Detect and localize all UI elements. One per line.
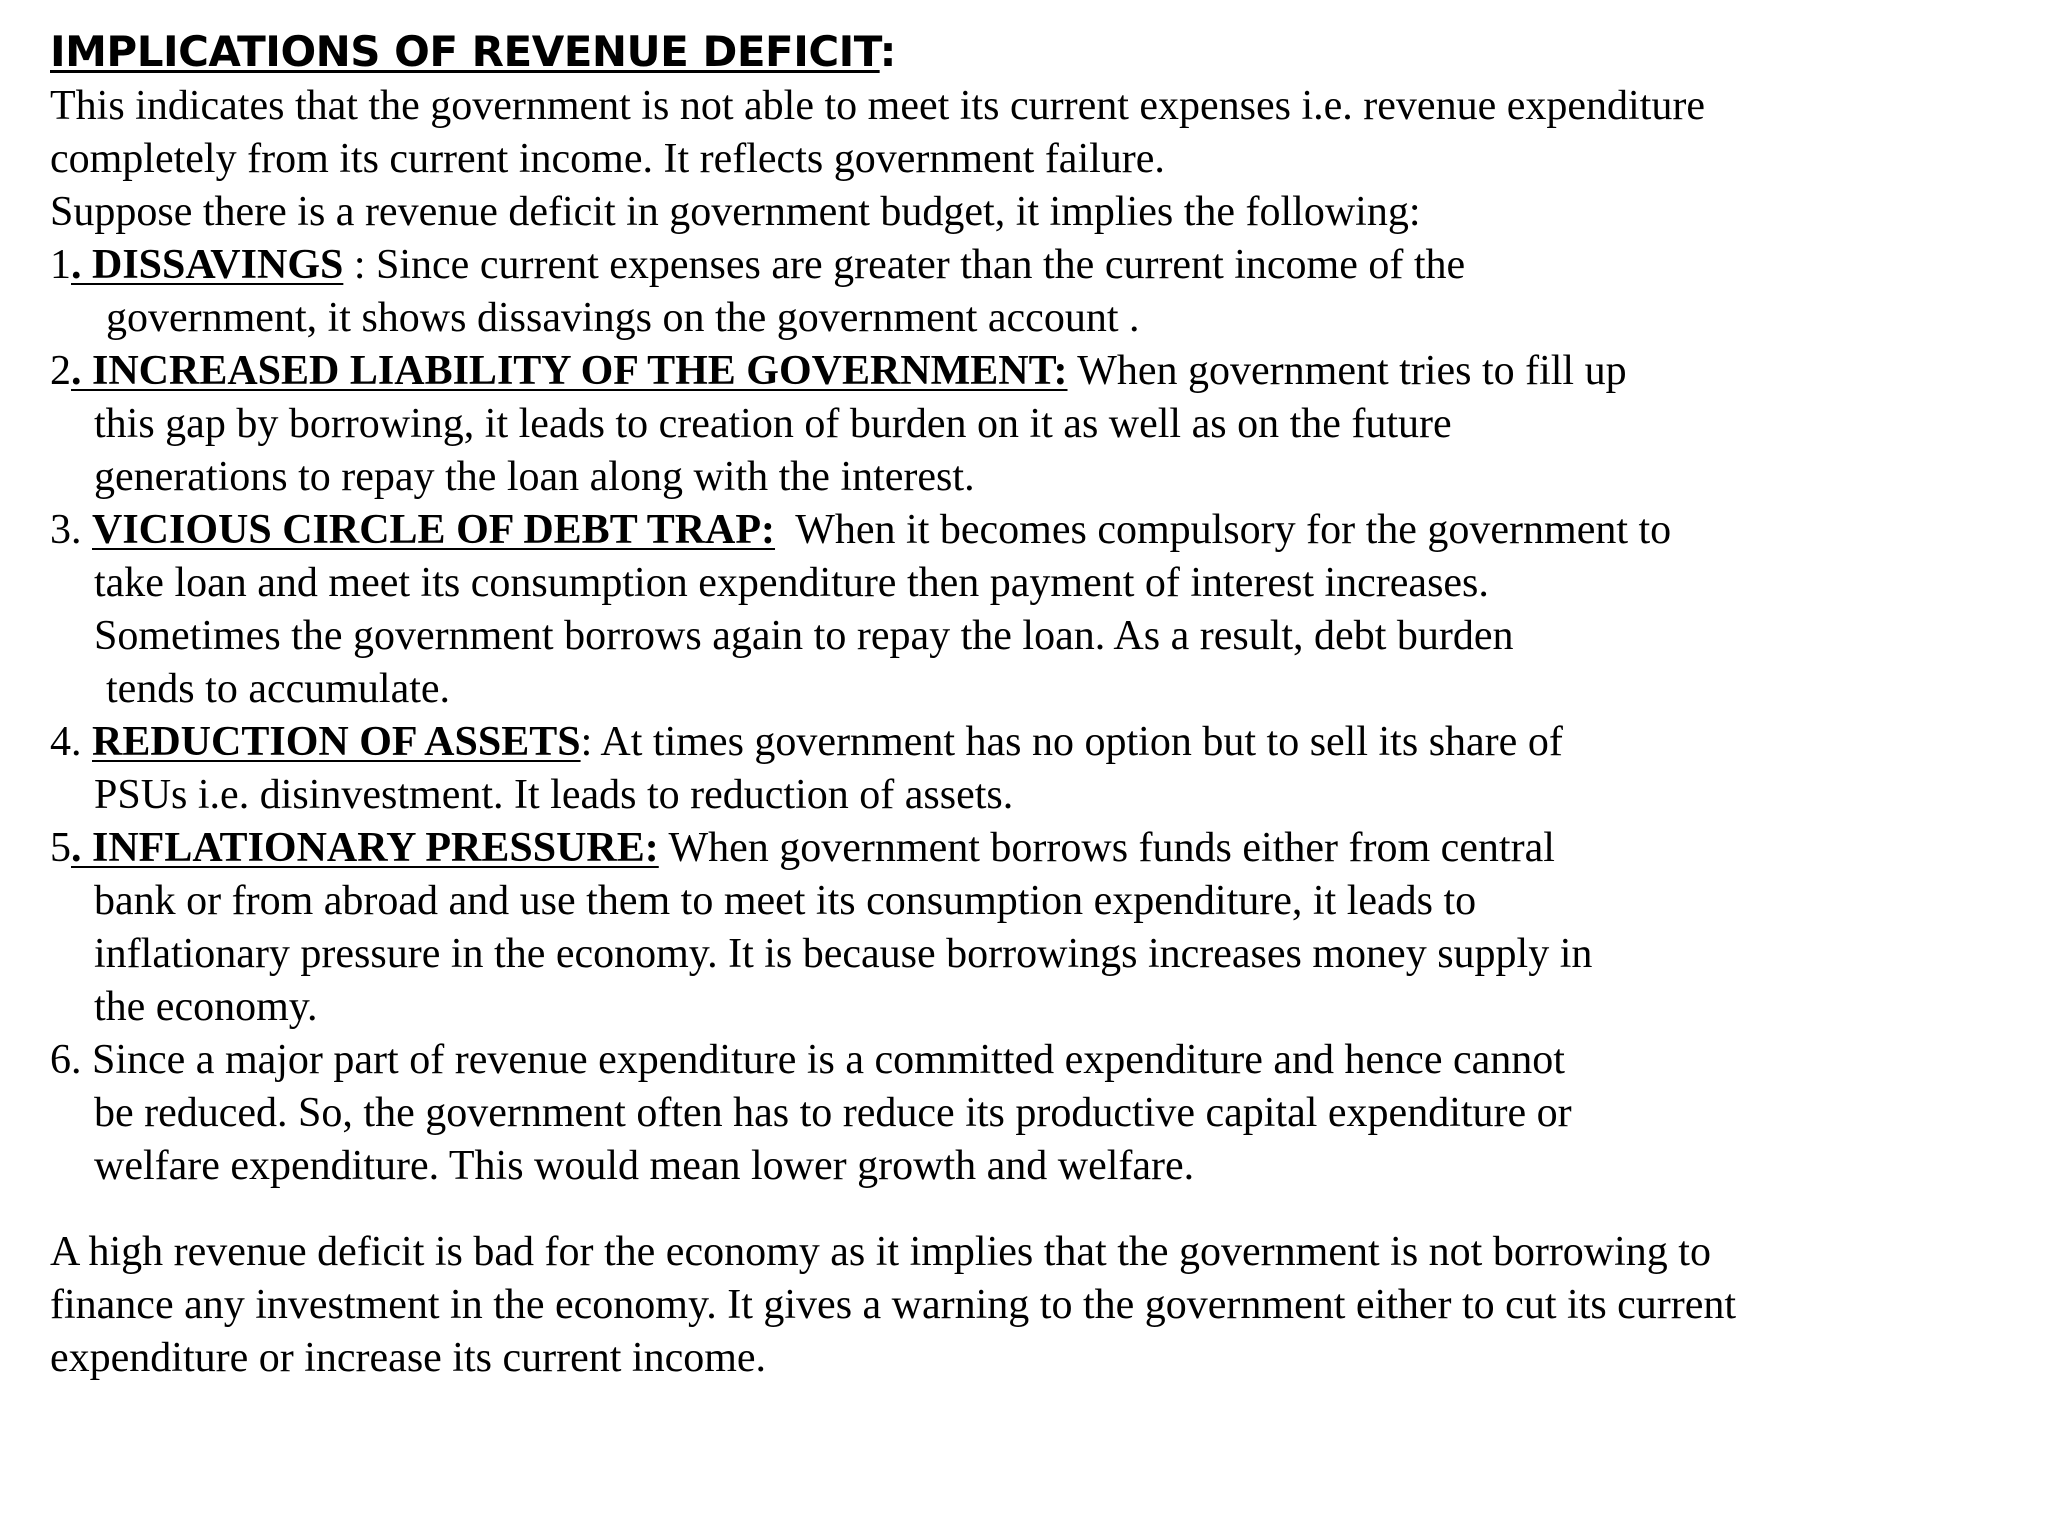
point-4-continuation-1: PSUs i.e. disinvestment. It leads to reduction of assets. [94, 772, 1014, 818]
point-5-text: When government borrows funds either from central [658, 825, 1555, 871]
point-2-continuation-2: generations to repay the loan along with the interest. [94, 454, 975, 500]
title-text: IMPLICATIONS OF REVENUE DEFICIT [50, 27, 880, 76]
point-4-heading: REDUCTION OF ASSETS [92, 719, 581, 765]
point-2-number: 2 [50, 348, 71, 394]
point-3-continuation-3: tends to accumulate. [106, 666, 451, 712]
point-3-number: 3. [50, 507, 92, 553]
point-1-number: 1 [50, 242, 71, 288]
point-1-heading: . DISSAVINGS [71, 242, 344, 288]
paragraph-gap [50, 1193, 2030, 1226]
point-4 [50, 716, 2030, 769]
conclusion-line-2: finance any investment in the economy. It gives a warning to the government either to cut its current [50, 1282, 1737, 1328]
point-1-text: : Since current expenses are greater than the current income of the [343, 242, 1466, 288]
point-5-continuation-2: inflationary pressure in the economy. It is because borrowings increases money supply in [94, 931, 1593, 977]
point-2 [50, 345, 2030, 398]
point-3 [50, 504, 2030, 557]
point-5-number: 5 [50, 825, 71, 871]
intro-line-1: This indicates that the government is not able to meet its current expenses i.e. revenue expenditure [50, 83, 1705, 129]
intro-line-2: completely from its current income. It reflects government failure. [50, 136, 1165, 182]
conclusion-line-3: expenditure or increase its current income. [50, 1335, 767, 1381]
point-6-number: 6. [50, 1037, 92, 1083]
point-1-continuation-1: government, it shows dissavings on the government account . [106, 295, 1140, 341]
point-4-number: 4. [50, 719, 92, 765]
point-4-text: : At times government has no option but to sell its share of [580, 719, 1563, 765]
point-6-continuation-2: welfare expenditure. This would mean lower growth and welfare. [94, 1143, 1195, 1189]
point-2-heading: . INCREASED LIABILITY OF THE GOVERNMENT: [71, 348, 1068, 394]
point-3-continuation-1: take loan and meet its consumption expenditure then payment of interest increases. [94, 560, 1489, 606]
point-3-text: When it becomes compulsory for the government to [775, 507, 1672, 553]
intro-line-3: Suppose there is a revenue deficit in government budget, it implies the following: [50, 189, 1421, 235]
page-title [50, 24, 2030, 80]
point-6-continuation-1: be reduced. So, the government often has to reduce its productive capital expenditure or [94, 1090, 1572, 1136]
point-3-heading: VICIOUS CIRCLE OF DEBT TRAP: [92, 507, 776, 553]
point-3-continuation-2: Sometimes the government borrows again to repay the loan. As a result, debt burden [94, 613, 1514, 659]
point-2-continuation-1: this gap by borrowing, it leads to creation of burden on it as well as on the future [94, 401, 1452, 447]
point-2-text: When government tries to fill up [1067, 348, 1627, 394]
point-5-continuation-1: bank or from abroad and use them to meet its consumption expenditure, it leads to [94, 878, 1477, 924]
title-colon: : [879, 27, 896, 76]
point-1 [50, 239, 2030, 292]
point-6-text: Since a major part of revenue expenditure is a committed expenditure and hence cannot [92, 1037, 1565, 1083]
conclusion-line-1: A high revenue deficit is bad for the economy as it implies that the government is not borrowing to [50, 1229, 1711, 1275]
point-6 [50, 1034, 2030, 1087]
point-5-continuation-3: the economy. [94, 984, 318, 1030]
point-5-heading: . INFLATIONARY PRESSURE: [71, 825, 659, 871]
document-page [50, 24, 2030, 1385]
point-5 [50, 822, 2030, 875]
